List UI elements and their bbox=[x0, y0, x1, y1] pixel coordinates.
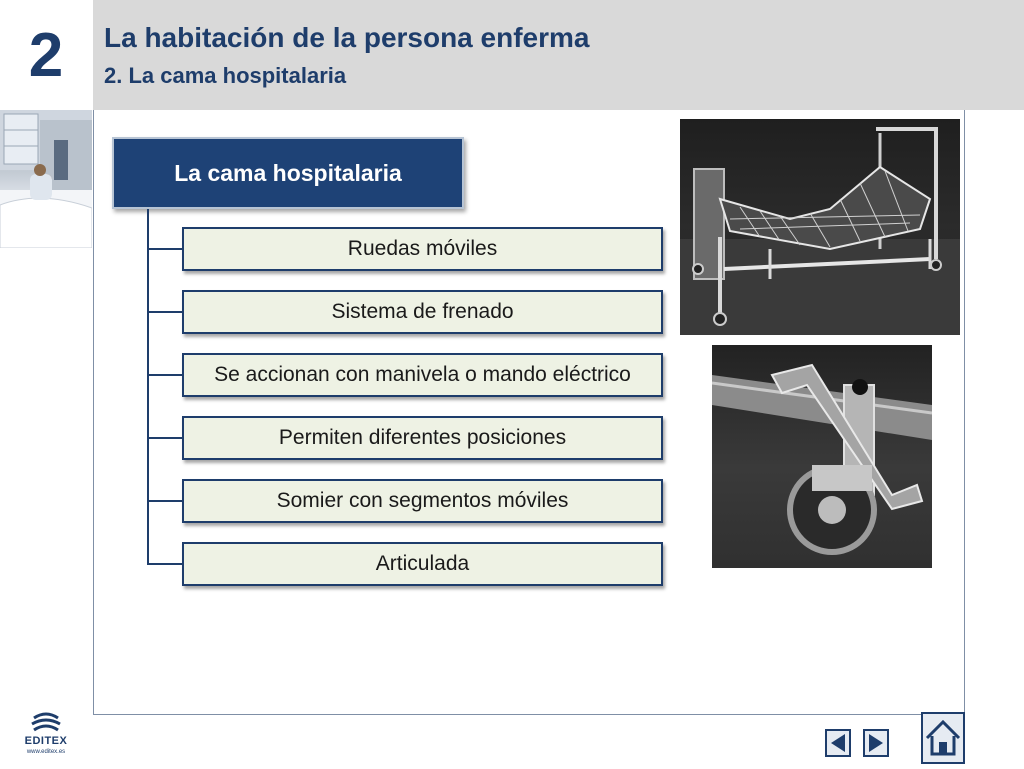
diagram-item-frenado: Sistema de frenado bbox=[182, 290, 663, 334]
hospital-room-photo bbox=[0, 110, 92, 248]
page-title: La habitación de la persona enferma bbox=[104, 22, 590, 53]
home-button[interactable] bbox=[921, 712, 965, 764]
diagram-item-posiciones: Permiten diferentes posiciones bbox=[182, 416, 663, 460]
house-icon bbox=[921, 712, 965, 764]
tree-branch bbox=[147, 311, 183, 313]
tree-branch bbox=[147, 500, 183, 502]
tree-branch bbox=[147, 563, 183, 565]
tree-branch bbox=[147, 437, 183, 439]
diagram-item-manivela: Se accionan con manivela o mando eléctrico bbox=[182, 353, 663, 397]
diagram-item-articulada: Articulada bbox=[182, 542, 663, 586]
tree-branch bbox=[147, 248, 183, 250]
triangle-right-icon bbox=[863, 729, 889, 757]
diagram-root-box: La cama hospitalaria bbox=[112, 137, 464, 209]
next-slide-button[interactable] bbox=[863, 729, 889, 757]
tree-branch bbox=[147, 374, 183, 376]
page-subtitle: 2. La cama hospitalaria bbox=[104, 63, 347, 88]
tree-connector-line bbox=[147, 209, 149, 564]
hospital-bed-photo bbox=[680, 119, 960, 335]
editex-logo-url: www.editex.es bbox=[26, 749, 66, 755]
bed-wheel-brake-photo bbox=[712, 345, 932, 568]
header-band bbox=[93, 0, 1024, 110]
diagram-item-ruedas: Ruedas móviles bbox=[182, 227, 663, 271]
triangle-left-icon bbox=[825, 729, 851, 757]
editex-logo-text: EDITEX bbox=[24, 735, 68, 747]
prev-slide-button[interactable] bbox=[825, 729, 851, 757]
chapter-number: 2 bbox=[0, 0, 92, 110]
diagram-item-somier: Somier con segmentos móviles bbox=[182, 479, 663, 523]
